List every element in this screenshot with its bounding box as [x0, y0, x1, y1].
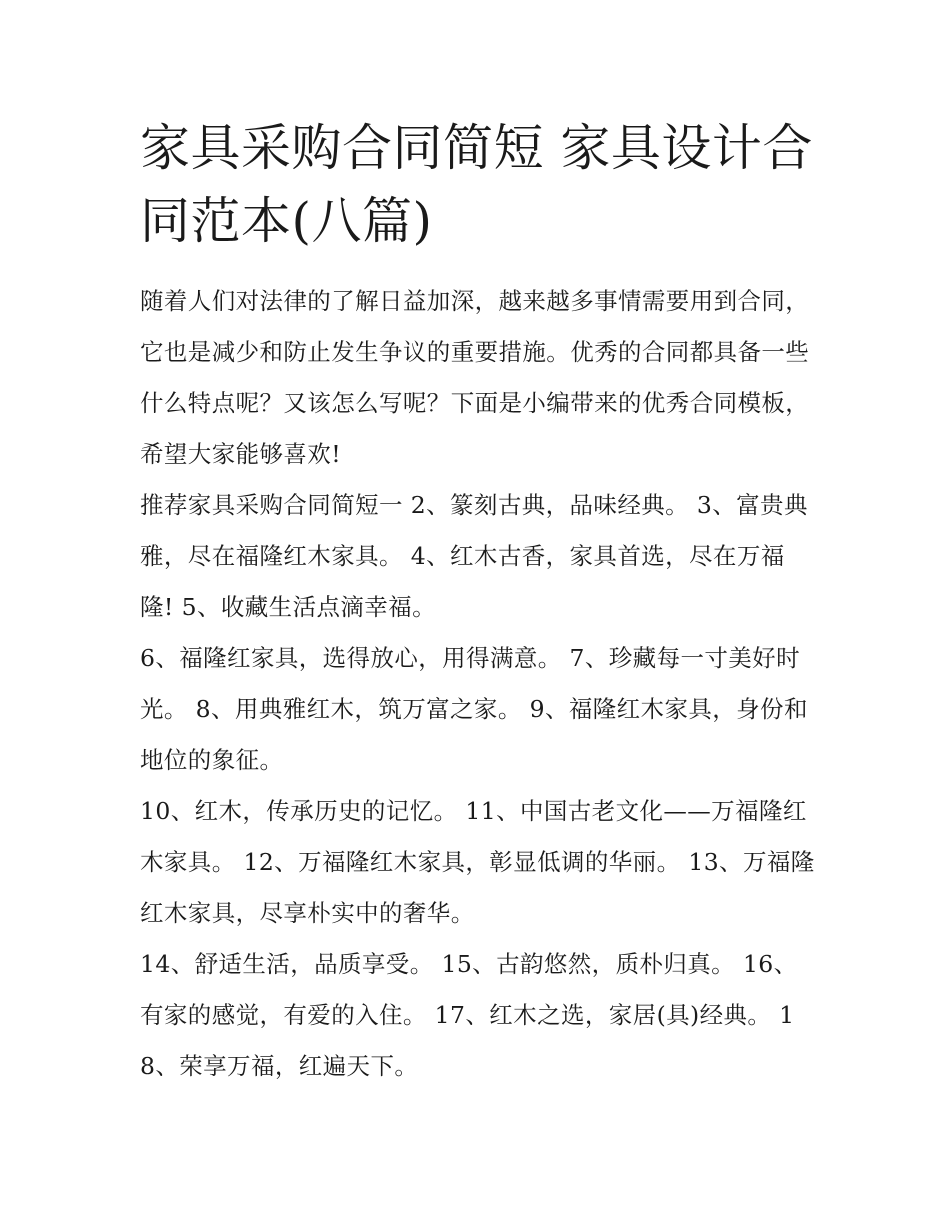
paragraph-slogans-3: 10、红木，传承历史的记忆。 11、中国古老文化——万福隆红木家具。 12、万福隆红木家具，彰显低调的华丽。 13、万福隆红木家具，尽享朴实中的奢华。 [140, 797, 815, 927]
document-page [140, 112, 816, 1092]
paragraph-intro: 随着人们对法律的了解日益加深，越来越多事情需要用到合同，它也是减少和防止发生争议的重要措施。优秀的合同都具备一些什么特点呢？又该怎么写呢？下面是小编带来的优秀合同模板，希望大家能够喜欢! [140, 287, 810, 468]
paragraph-slogans-4: 14、舒适生活，品质享受。 15、古韵悠然，质朴归真。 16、有家的感觉，有爱的入住。 17、红木之选，家居(具)经典。 18、荣享万福，红遍天下。 [140, 950, 798, 1080]
document-title: 家具采购合同简短 家具设计合同范本(八篇) [140, 119, 813, 250]
paragraph-slogans-2: 6、福隆红家具，选得放心，用得满意。 7、珍藏每一寸美好时光。 8、用典雅红木，筑万富之家。 9、福隆红木家具，身份和地位的象征。 [140, 644, 808, 774]
paragraph-slogans-1: 推荐家具采购合同简短一 2、篆刻古典，品味经典。 3、富贵典雅，尽在福隆红木家具。 4、红木古香，家具首选，尽在万福隆! 5、收藏生活点滴幸福。 [140, 491, 808, 621]
